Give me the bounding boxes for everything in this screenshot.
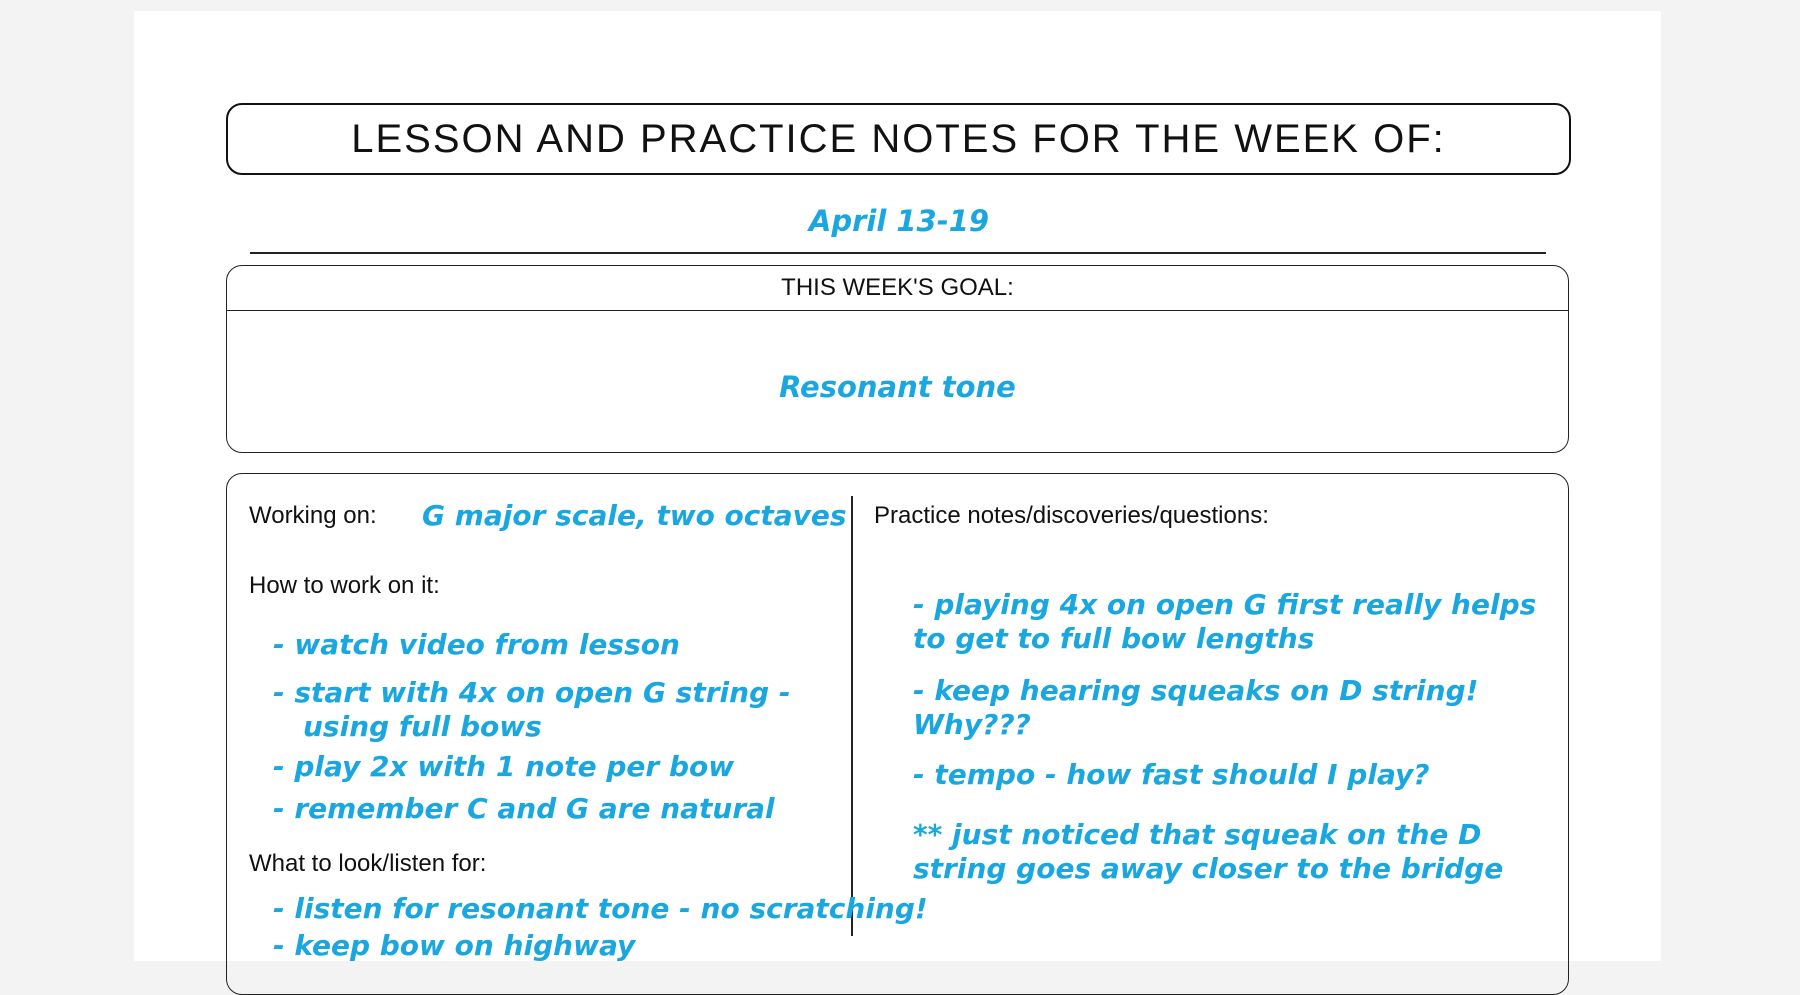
goal-heading: THIS WEEK'S GOAL: [227, 266, 1568, 311]
column-divider [851, 496, 853, 936]
notes-section [226, 473, 1569, 995]
how-item: - play 2x with 1 note per bow [273, 750, 735, 783]
goal-value: Resonant tone [779, 370, 1016, 404]
look-listen-label: What to look/listen for: [249, 850, 487, 877]
how-item: - watch video from lesson [273, 628, 680, 661]
practice-note-continued: to get to full bow lengths [913, 622, 1315, 655]
goal-section [226, 265, 1569, 453]
how-item-continued: using full bows [303, 710, 542, 743]
practice-note: - keep hearing squeaks on D string! [913, 674, 1479, 707]
practice-note: - playing 4x on open G first really helps [913, 588, 1537, 621]
how-to-work-label: How to work on it: [249, 572, 440, 599]
week-value: April 13-19 [808, 204, 990, 238]
practice-note: - tempo - how fast should I play? [913, 758, 1430, 791]
look-item: - listen for resonant tone - no scratching! [273, 892, 928, 925]
look-item: - keep bow on highway [273, 929, 636, 962]
how-item: - start with 4x on open G string - [273, 676, 791, 709]
practice-note-continued: Why??? [913, 708, 1031, 741]
working-on-label: Working on: [249, 502, 377, 529]
practice-note: ** just noticed that squeak on the D [913, 818, 1482, 851]
week-underline [250, 252, 1546, 254]
worksheet-page [134, 11, 1661, 961]
page-title: LESSON AND PRACTICE NOTES FOR THE WEEK OF: [226, 103, 1571, 175]
how-item: - remember C and G are natural [273, 792, 775, 825]
practice-notes-label: Practice notes/discoveries/questions: [874, 502, 1269, 529]
practice-note-continued: string goes away closer to the bridge [913, 852, 1504, 885]
working-on-value: G major scale, two octaves [422, 499, 847, 532]
